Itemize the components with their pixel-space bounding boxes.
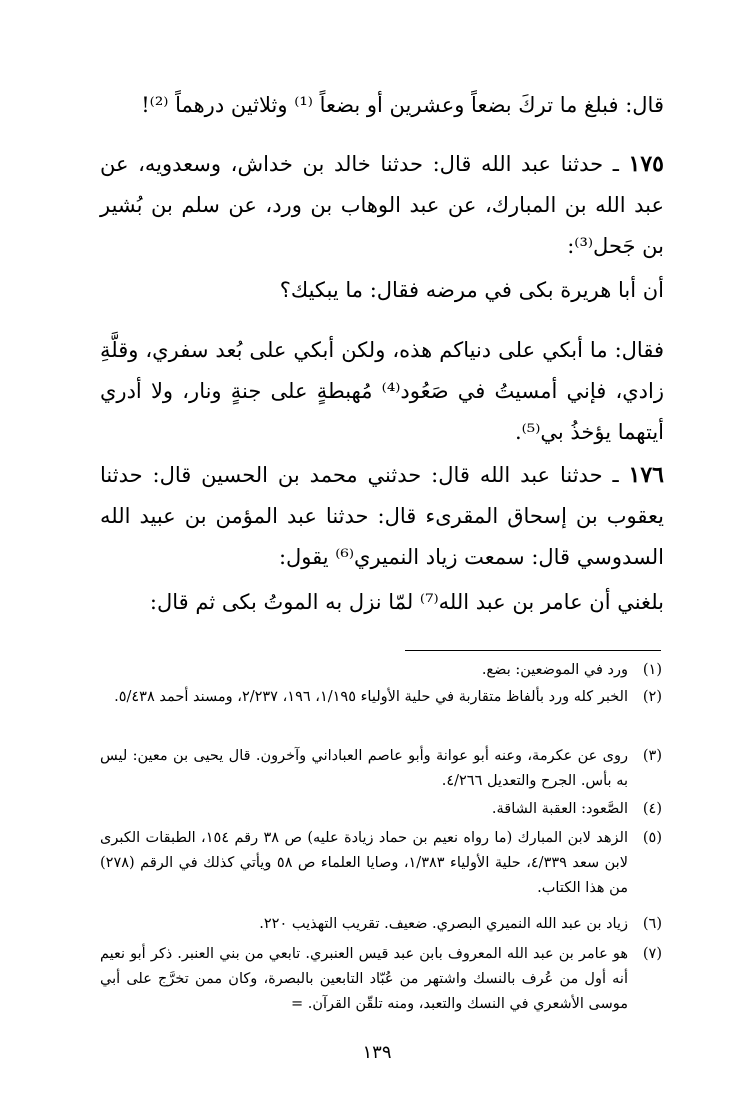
narration-176-text: ـ حدثنا عبد الله قال: حدثني محمد بن الحسين قال: حدثنا يعقوب بن إسحاق المقرىء قال: حدثنا عبد المؤمن بن عبيد الله السدوسي قال: سمعت زياد النميري⁽⁶⁾ يقول:: [100, 463, 664, 569]
footnote-number: (٦): [642, 916, 662, 932]
footnote-5: [100, 826, 662, 901]
footnote-number: (٢): [642, 689, 662, 705]
paragraph-6: بلغني أن عامر بن عبد الله⁽⁷⁾ لمّا نزل به الموتُ بكى ثم قال:: [149, 590, 664, 614]
footnote-text: هو عامر بن عبد الله المعروف بابن عبد قيس العنبري. تابعي من بني العنبر. ذكر أبو نعيم أنه أول من عُرف بالنسك واشتهر من عُبّاد التابعين بالبصرة، وكان ممن تخرَّج على أبي موسى الأشعري في النسك والتعبد، ومنه تلقّن القرآن. =: [100, 946, 628, 1012]
footnote-6: [100, 912, 662, 937]
footnote-2: [100, 685, 662, 710]
footnote-text: روى عن عكرمة، وعنه أبو عوانة وأبو عاصم العباداني وآخرون. قال يحيى بن معين: ليس به بأس. الجرح والتعديل ٤/٢٦٦.: [100, 748, 628, 789]
footnote-number: (١): [642, 662, 662, 678]
footnote-number: (٧): [642, 946, 662, 962]
footnote-number: (٤): [642, 801, 662, 817]
footnote-7: [100, 942, 662, 1017]
footnote-number: (٣): [642, 748, 662, 764]
footnote-text: ورد في الموضعين: بضع.: [481, 662, 628, 678]
narration-number-176: ١٧٦: [628, 462, 664, 488]
page-number: ١٣٩: [362, 1042, 392, 1063]
paragraph-1: قال: فبلغ ما تركَ بضعاً وعشرين أو بضعاً ⁽¹⁾ وثلاثين درهماً ⁽²⁾!: [141, 93, 664, 117]
footnote-divider: [405, 650, 661, 651]
narration-175-text: ـ حدثنا عبد الله قال: حدثنا خالد بن خداش، وسعدويه، عن عبد الله بن المبارك، عن عبد الوهاب بن ورد، عن سلم بن بُشير بن جَحل⁽³⁾:: [100, 152, 664, 258]
paragraph-4: فقال: ما أبكي على دنياكم هذه، ولكن أبكي على بُعد سفري، وقلَّةِ زادي، فإني أمسيتُ في صَعُود⁽⁴⁾ مُهبطةٍ على جنةٍ ونار، ولا أدري أيتهما يؤخذُ بي⁽⁵⁾.: [100, 338, 664, 444]
footnote-text: الصَّعود: العقبة الشاقة.: [491, 801, 628, 817]
narration-175: [100, 144, 664, 267]
narration-176: [100, 455, 664, 578]
footnote-number: (٥): [642, 830, 662, 846]
footnote-1: [100, 658, 662, 683]
footnote-text: زياد بن عبد الله النميري البصري. ضعيف. تقريب التهذيب ٢٢٠.: [259, 916, 628, 932]
footnote-text: الزهد لابن المبارك (ما رواه نعيم بن حماد زيادة عليه) ص ٣٨ رقم ١٥٤، الطبقات الكبرى لابن سعد ٤/٣٣٩، حلية الأولياء ١/٣٨٣، وصايا العلماء ص ٥٨ ويأتي كذلك في الرقم (٢٧٨) من هذا الكتاب.: [100, 830, 628, 896]
footnote-4: [100, 797, 662, 822]
narration-number-175: ١٧٥: [628, 151, 664, 177]
footnote-3: [100, 744, 662, 794]
paragraph-3: أن أبا هريرة بكى في مرضه فقال: ما يبكيك؟: [279, 278, 664, 302]
footnote-text: الخبر كله ورد بألفاظ متقاربة في حلية الأولياء ١/١٩٥، ١٩٦، ٢/٢٣٧، ومسند أحمد ٥/٤٣٨.: [114, 689, 628, 705]
